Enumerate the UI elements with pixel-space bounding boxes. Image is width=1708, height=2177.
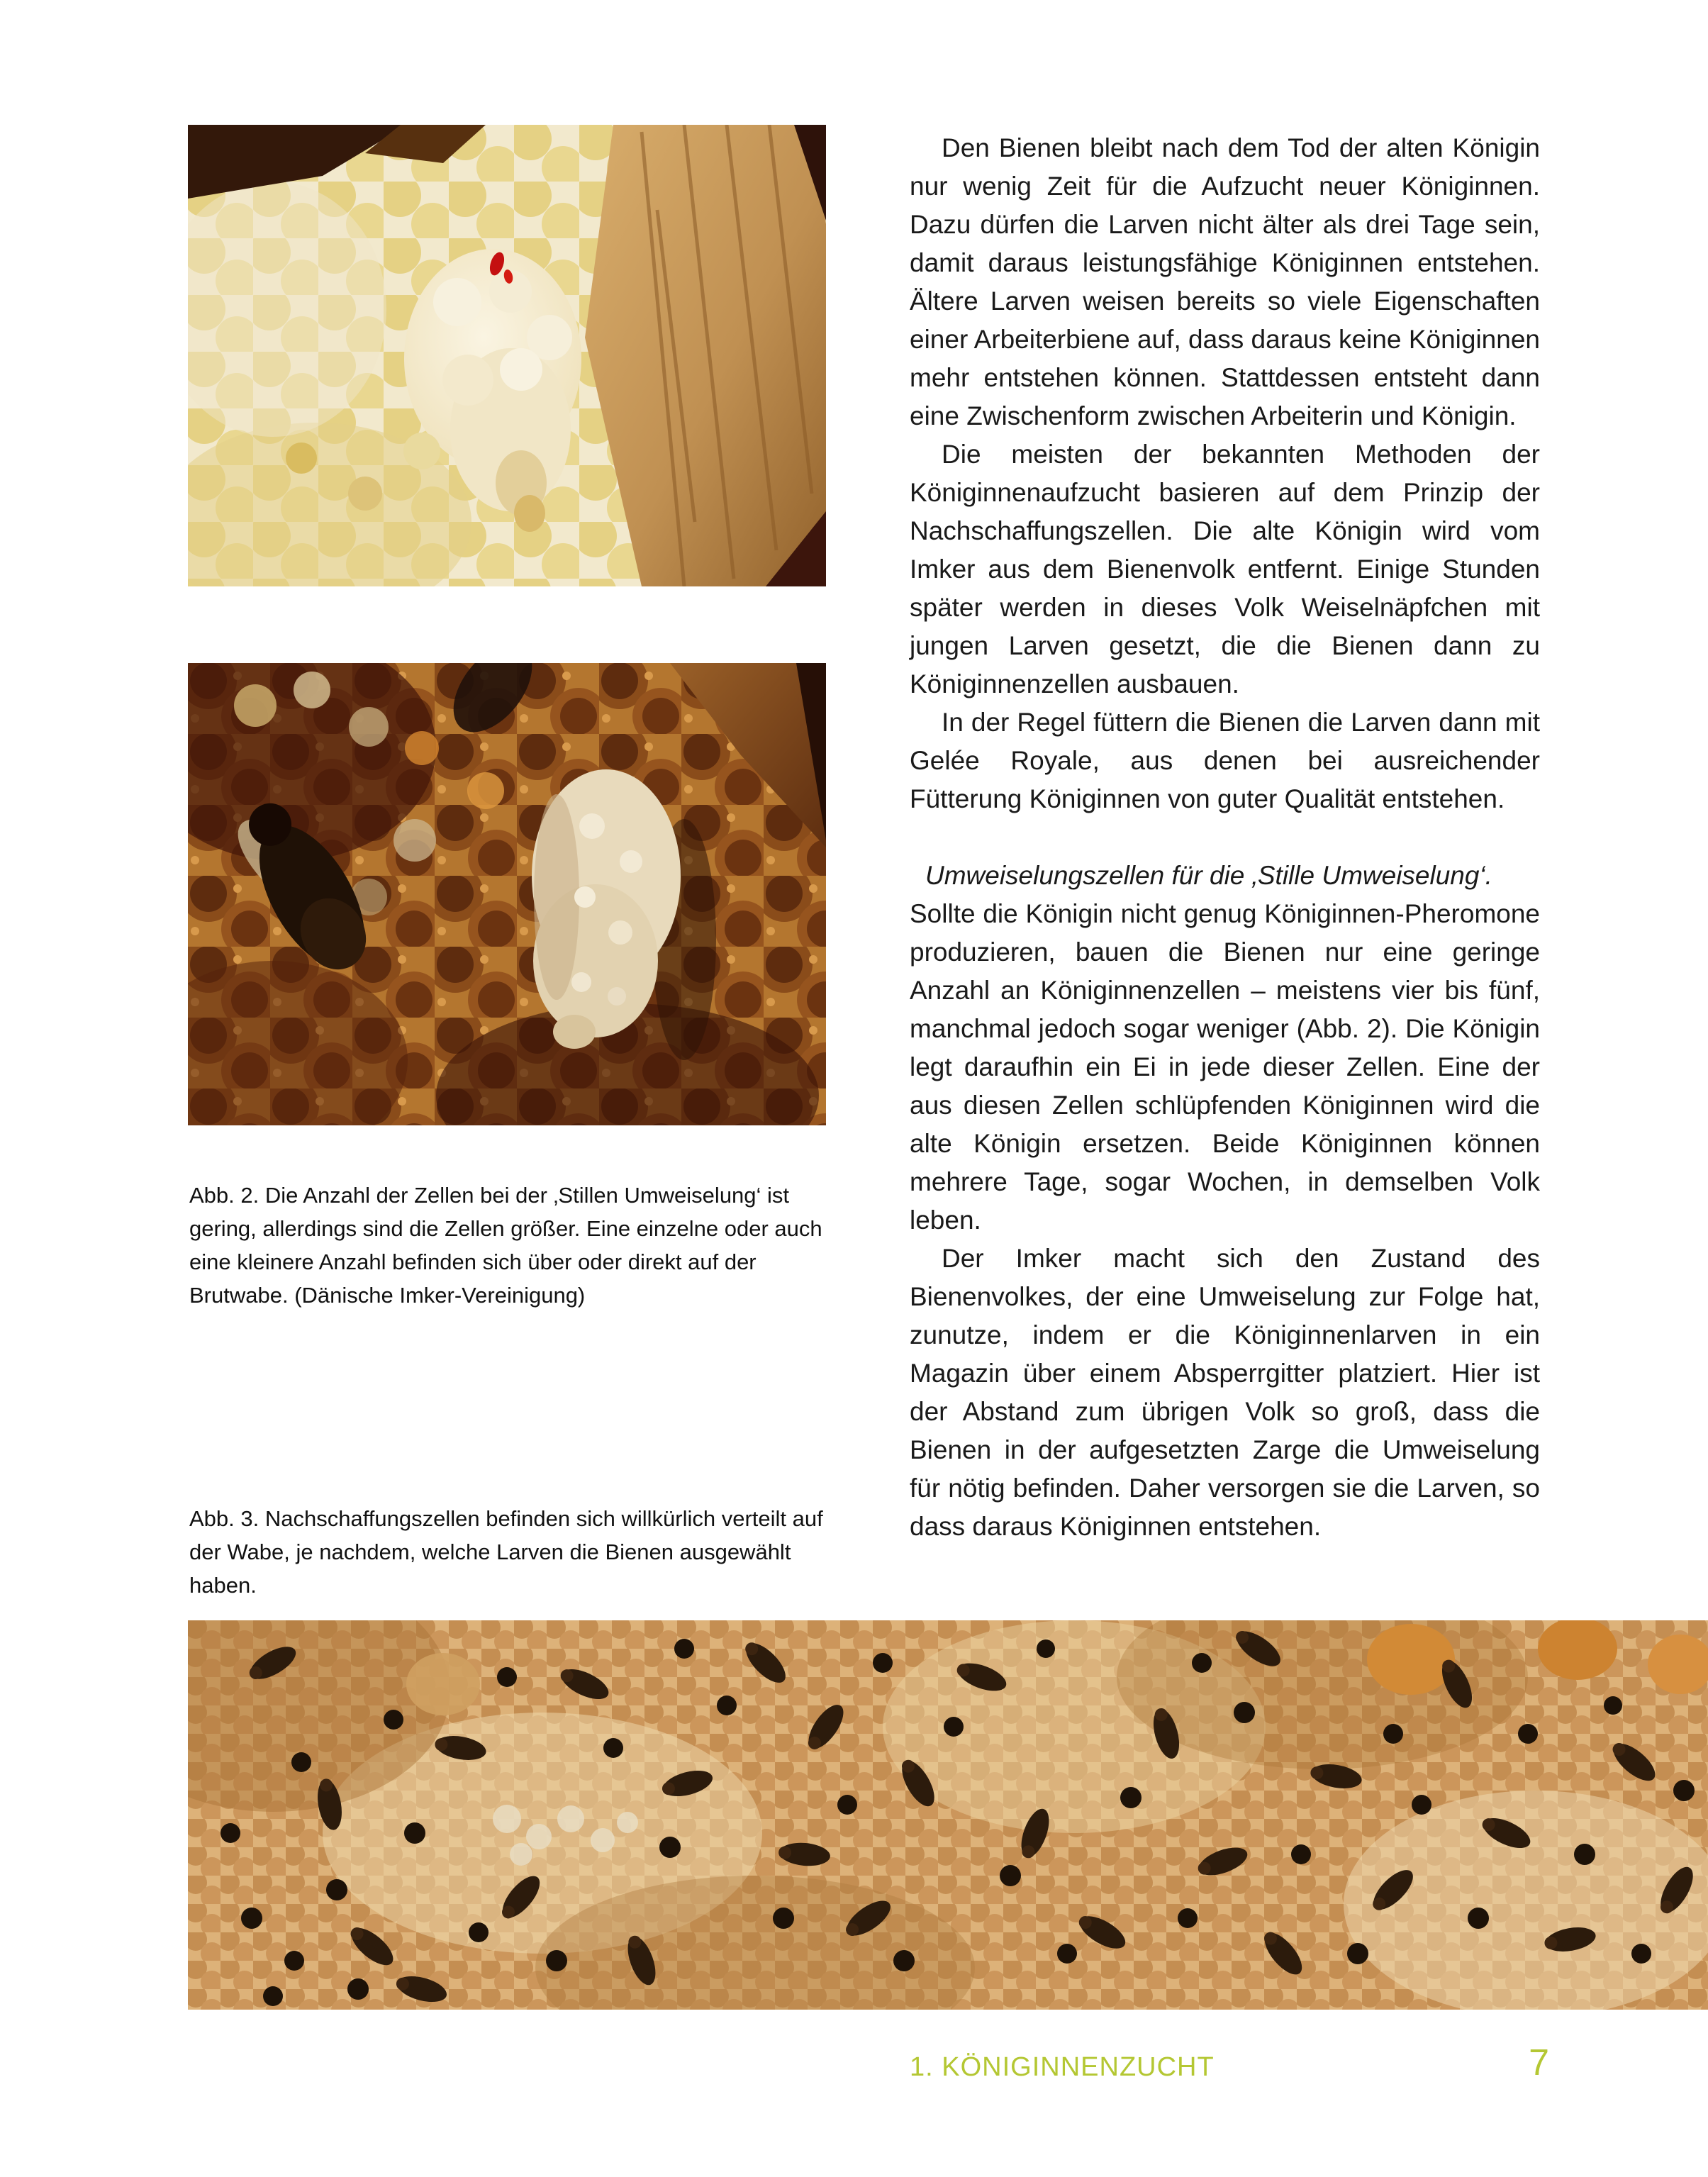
figure-2-photo [188, 125, 826, 586]
paragraph-2: Die meisten der bekannten Methoden der Königinnenaufzucht basieren auf dem Prinzip der Nachschaffungszellen. Die alte Königin wird vom Imker aus dem Bienenvolk entfernt. Einige Stunden später werden in dieses Volk Weiselnäpfchen mit jungen Larven gesetzt, die die Bienen dann zu Königinnenzellen ausbauen. [910, 440, 1540, 698]
footer-section-title: 1. KÖNIGINNENZUCHT [910, 2052, 1215, 2082]
page-number: 7 [1529, 2042, 1549, 2083]
paragraph-1: Den Bienen bleibt nach dem Tod der alten Königin nur wenig Zeit für die Aufzucht neuer Königinnen. Dazu dürfen die Larven nicht älter als drei Tage sein, damit daraus leistungsfähige Königinnen entstehen. Ältere Larven weisen bereits so viele Eigenschaften einer Arbeiterbiene auf, dass daraus keine Königinnen mehr entstehen können. Stattdessen entsteht dann eine Zwischenform zwischen Arbeiterin und Königin. [910, 133, 1540, 430]
figure-3-caption: Abb. 3. Nachschaffungszellen befinden sich willkürlich verteilt auf der Wabe, je nachdem, welche Larven die Bienen ausgewählt haben. [189, 1506, 823, 1598]
bottom-photo-art [188, 1620, 1708, 2010]
paragraph-3: In der Regel füttern die Bienen die Larven dann mit Gelée Royale, aus denen bei ausreichender Fütterung Königinnen von guter Qualität entstehen. [910, 708, 1540, 813]
paragraph-5: Der Imker macht sich den Zustand des Bienenvolkes, der eine Umweiselung zur Folge hat, zunutze, indem er die Königinnenlarven in ein Magazin über einem Absperrgitter platziert. Hier ist der Abstand zum übrigen Volk so groß, dass die Bienen in der aufgesetzten Zarge die Umweiselung für nötig befinden. Daher versorgen sie die Larven, so dass daraus Königinnen entstehen. [910, 1244, 1540, 1541]
paragraph-4: Sollte die Königin nicht genug Königinnen-Pheromone produzieren, bauen die Bienen nur eine geringe Anzahl an Königinnenzellen – meistens vier bis fünf, manchmal jedoch sogar weniger (Abb. 2). Die Königin legt daraufhin ein Ei in jede dieser Zellen. Eine der aus diesen Zellen schlüpfenden Königinnen wird die alte Königin ersetzen. Beide Königinnen können mehrere Tage, sogar Wochen, in demselben Volk leben. [910, 899, 1540, 1235]
figure-2-photo-art [188, 125, 826, 586]
bottom-photo [188, 1620, 1708, 2010]
article-text-column [910, 129, 1540, 1546]
figure-2-caption: Abb. 2. Die Anzahl der Zellen bei der ‚Stillen Umweiselung‘ ist gering, allerdings sind die Zellen größer. Eine einzelne oder auch eine kleinere Anzahl befinden sich über oder direkt auf der Brutwabe. (Dänische Imker-Vereinigung) [189, 1183, 822, 1308]
figure-3-photo [188, 663, 826, 1125]
italic-subheading: Umweiselungszellen für die ‚Stille Umweiselung‘. [925, 861, 1492, 890]
figure-3-photo-art [188, 663, 826, 1125]
